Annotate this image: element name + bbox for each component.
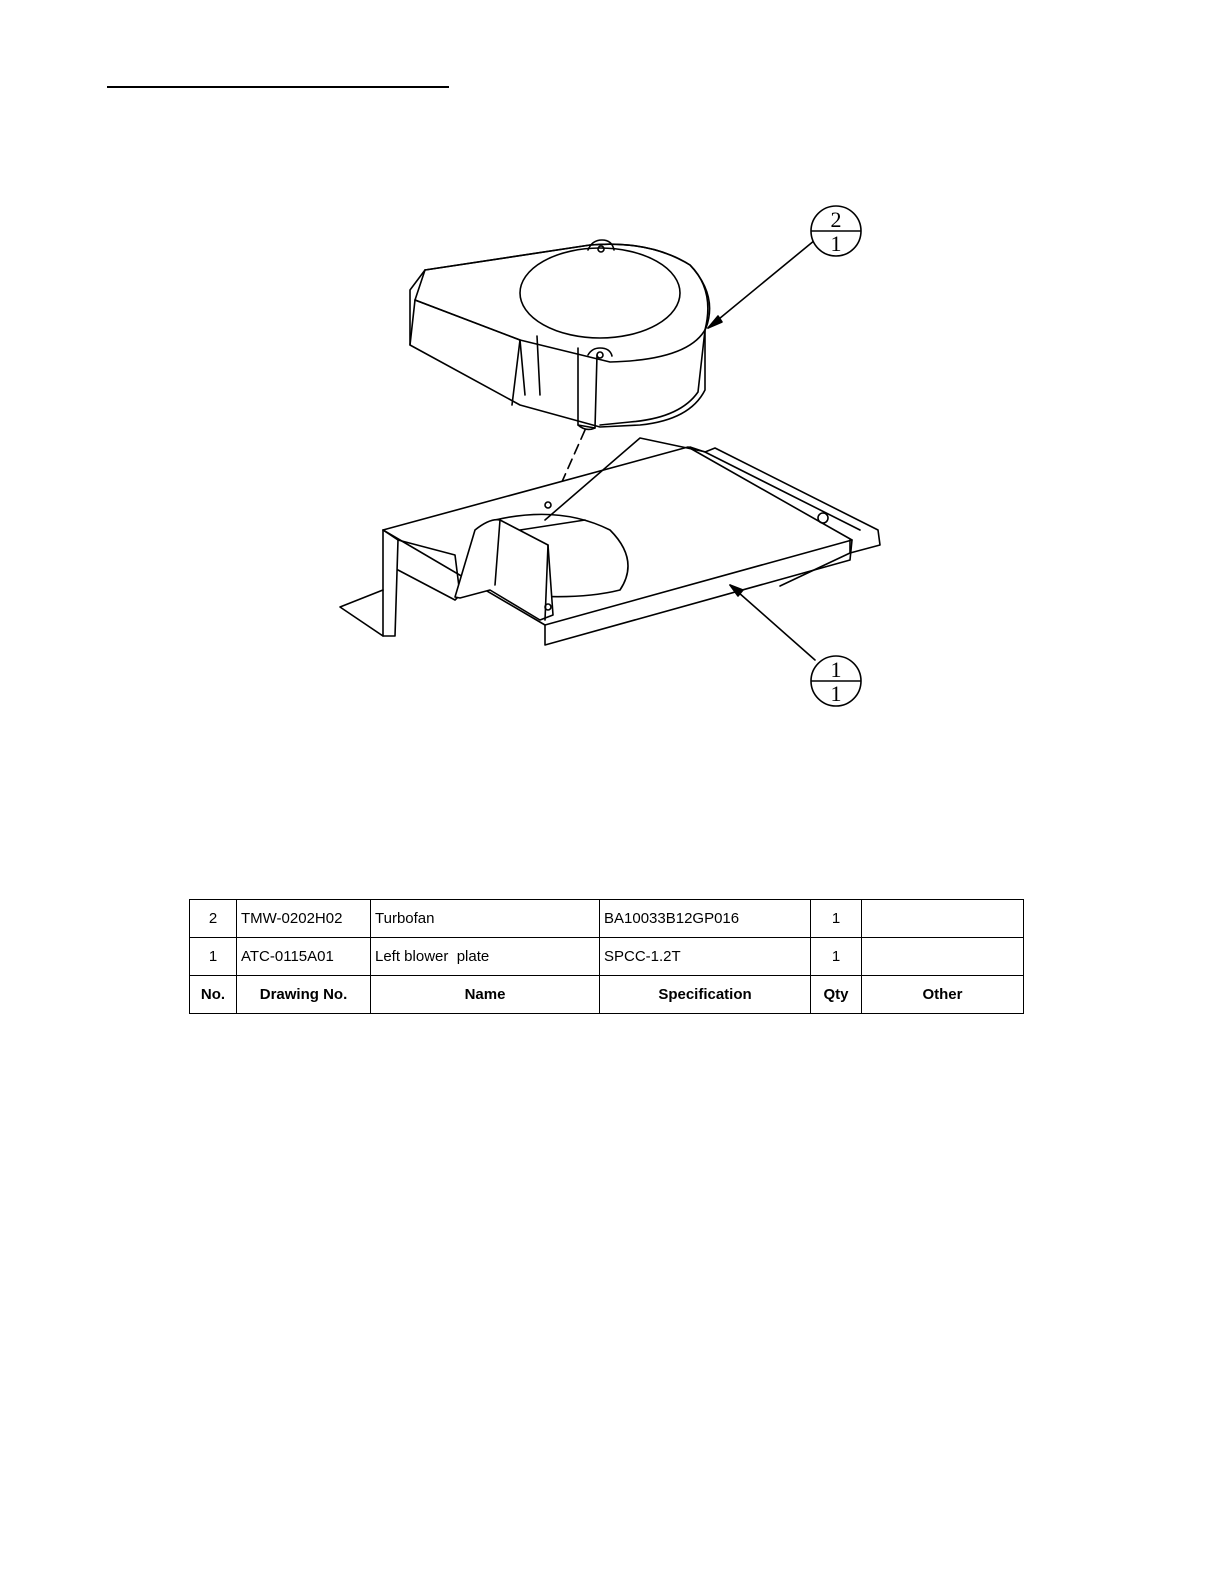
cell-no: 2 bbox=[190, 900, 237, 938]
cell-drawing-no: TMW-0202H02 bbox=[237, 900, 371, 938]
cell-qty: 1 bbox=[811, 900, 862, 938]
cell-qty: 1 bbox=[811, 938, 862, 976]
header-no: No. bbox=[190, 976, 237, 1014]
cell-name: Turbofan bbox=[371, 900, 600, 938]
exploded-assembly-drawing bbox=[0, 0, 1224, 760]
balloon-quantity: 1 bbox=[830, 231, 842, 256]
header-qty: Qty bbox=[811, 976, 862, 1014]
cell-name: Left blower plate bbox=[371, 938, 600, 976]
cell-no: 1 bbox=[190, 938, 237, 976]
cell-other bbox=[862, 900, 1024, 938]
balloon-part-number: 2 bbox=[830, 207, 842, 232]
header-drawing-no: Drawing No. bbox=[237, 976, 371, 1014]
balloon-part-1 bbox=[809, 654, 863, 708]
balloon-quantity: 1 bbox=[830, 681, 842, 706]
blower-plate-part bbox=[340, 438, 880, 645]
cell-other bbox=[862, 938, 1024, 976]
cell-drawing-no: ATC-0115A01 bbox=[237, 938, 371, 976]
table-row bbox=[190, 900, 1024, 938]
table-row bbox=[190, 938, 1024, 976]
header-name: Name bbox=[371, 976, 600, 1014]
bill-of-materials-table bbox=[189, 899, 1024, 1014]
header-specification: Specification bbox=[600, 976, 811, 1014]
cell-spec: BA10033B12GP016 bbox=[600, 900, 811, 938]
leader-lines bbox=[708, 240, 815, 660]
header-other: Other bbox=[862, 976, 1024, 1014]
balloon-part-number: 1 bbox=[830, 657, 842, 682]
table-header-row bbox=[190, 976, 1024, 1014]
balloon-part-2 bbox=[809, 204, 863, 258]
cell-spec: SPCC-1.2T bbox=[600, 938, 811, 976]
